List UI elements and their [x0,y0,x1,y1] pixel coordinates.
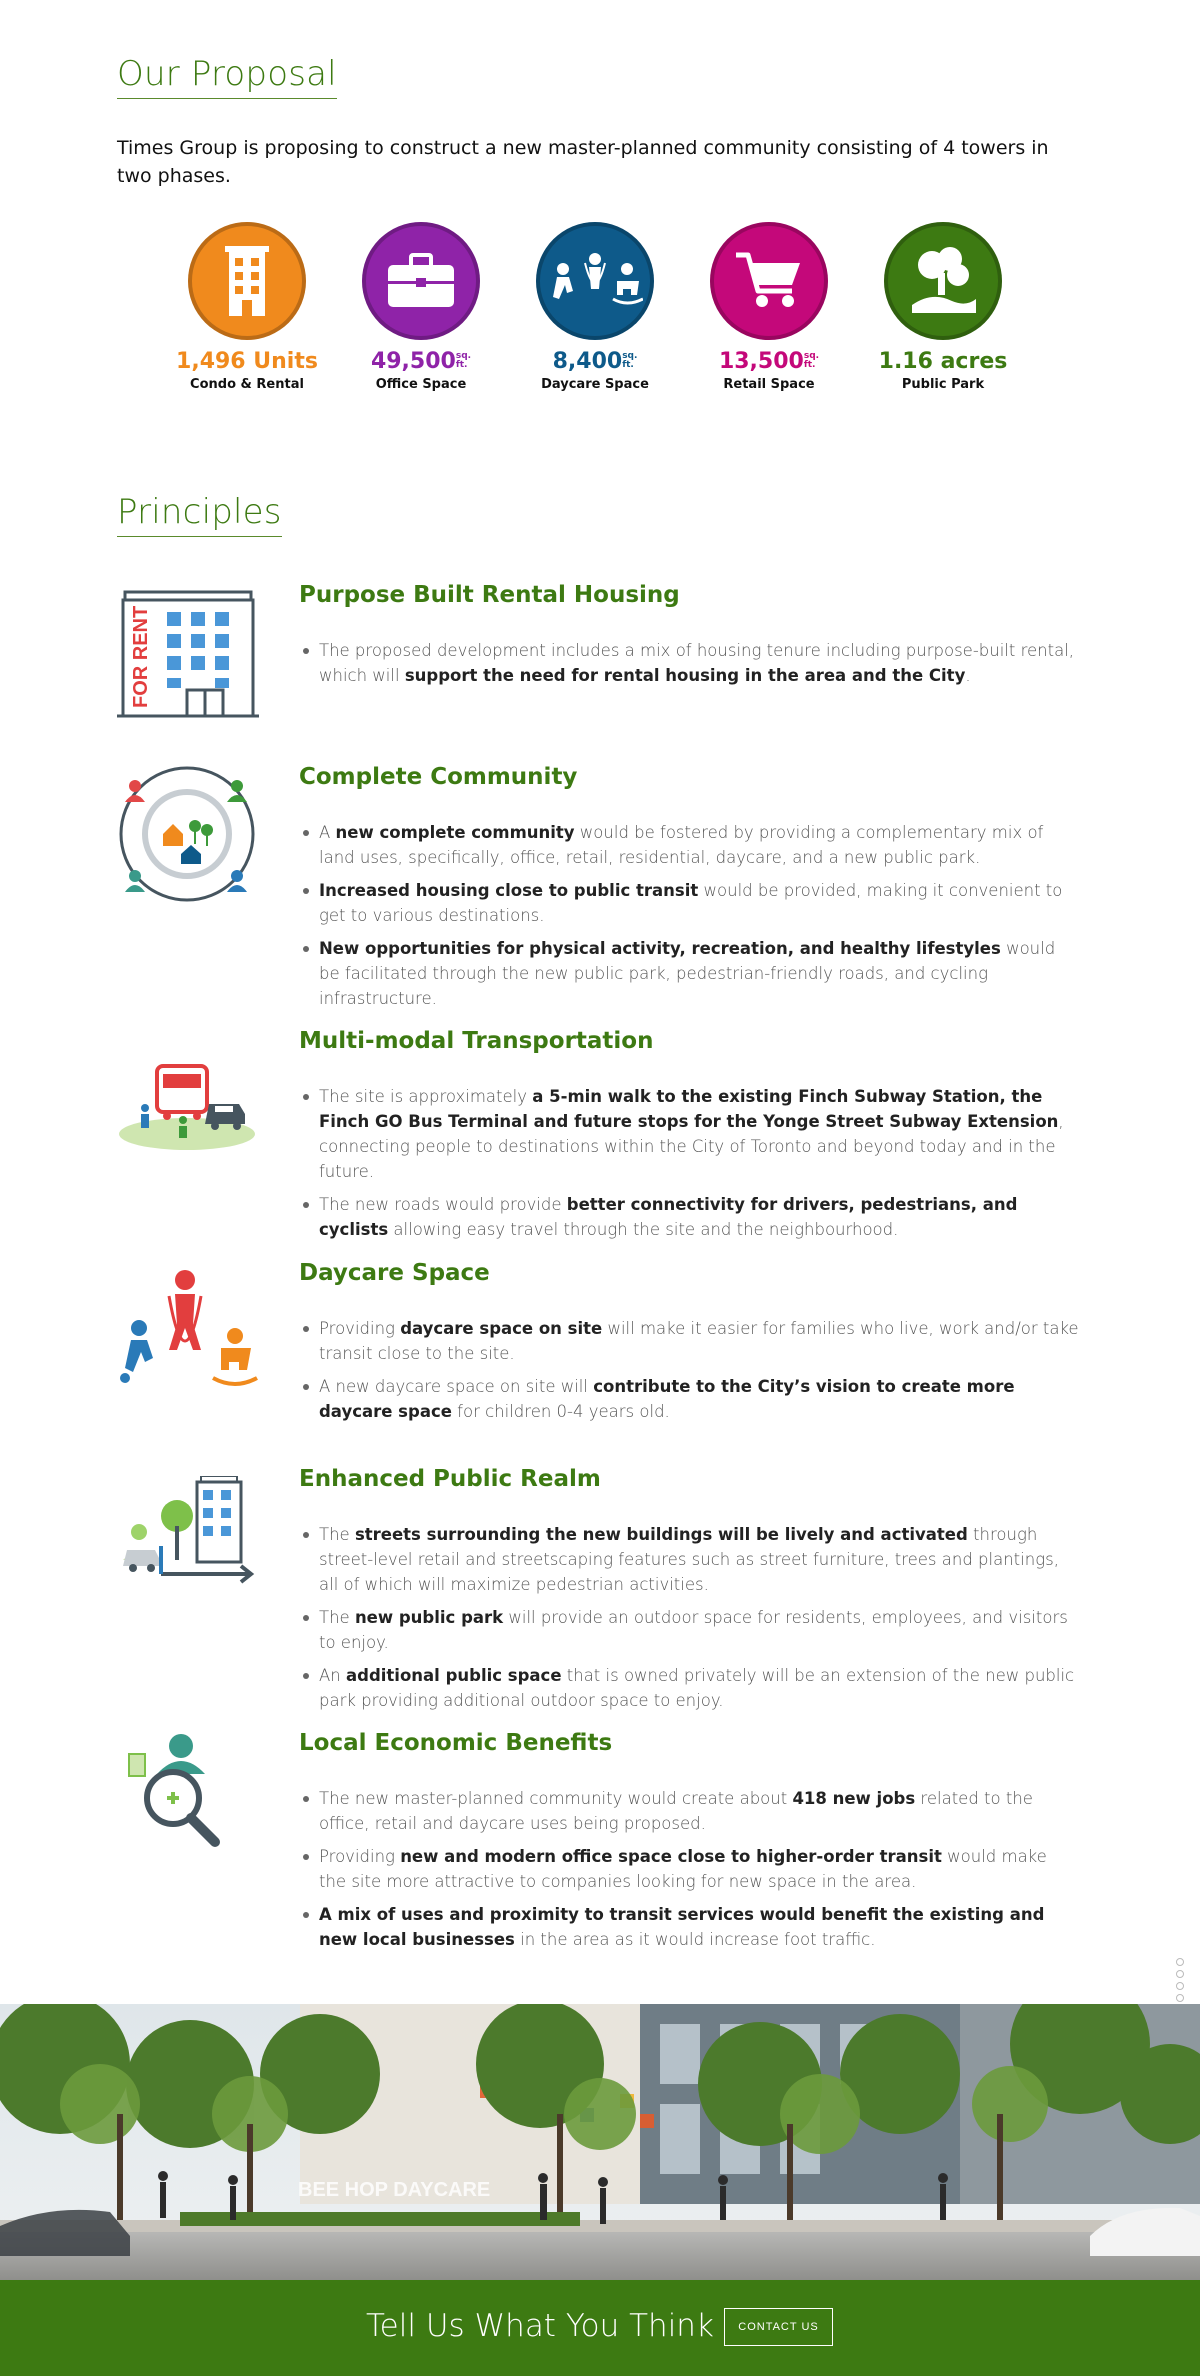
feedback-footer [0,2280,1200,2376]
principle-bullet: A mix of uses and proximity to transit services would benefit the existing and new local businesses in the area as it would increase foot traffic. [299,1902,1079,1952]
principle-bullet: Increased housing close to public transit would be provided, making it convenient to get to various destinations. [299,878,1079,928]
stat-unit: sq. ft. [803,351,820,370]
principle-bullet: A new daycare space on site will contribute to the City’s vision to create more daycare space for children 0-4 years old. [299,1374,1079,1424]
nav-dot[interactable] [1176,1958,1184,1966]
principle-bullets [299,638,1079,696]
children-playing-icon [536,222,654,340]
cta-heading: Tell Us What You Think [366,2308,714,2344]
principle-bullet: Providing new and modern office space close to higher-order transit would make the site more attractive to companies looking for new space in the area. [299,1844,1079,1894]
principle-bullet: The new master-planned community would create about 418 new jobs related to the office, retail and daycare uses being proposed. [299,1786,1079,1836]
daycare-children-icon [117,1266,259,1408]
principle-bullet: An additional public space that is owned privately will be an extension of the new public park providing additional outdoor space to enjoy. [299,1663,1079,1713]
nav-dot[interactable] [1176,1970,1184,1978]
stat-value: 1,496 Units [176,349,318,374]
principle-bullet: The new public park will provide an outdoor space for residents, employees, and visitors to enjoy. [299,1605,1079,1655]
principle-bullets [299,1522,1079,1721]
for-rent-building-icon [117,582,259,724]
stat-value: 8,400sq. ft. [552,349,638,374]
principle-bullet: The new roads would provide better connectivity for drivers, pedestrians, and cyclists allowing easy travel through the site and the neighbourhood. [299,1192,1079,1242]
principle-title: Enhanced Public Realm [299,1466,601,1492]
stat-unit: sq. ft. [622,351,638,370]
transit-modes-icon [117,1058,259,1200]
proposal-intro: Times Group is proposing to construct a new master-planned community consisting of 4 towers in two phases. [117,137,1049,187]
nav-dot[interactable] [1176,1994,1184,2002]
stat-label: Office Space [375,377,467,392]
stat-retail [682,222,856,392]
shopping-cart-icon [710,222,828,340]
for-rent-sign: FOR RENT [130,605,152,708]
nav-dot[interactable] [1176,1982,1184,1990]
principle-bullet: A new complete community would be fostered by providing a complementary mix of land uses, specifically, office, retail, residential, daycare, and a new public park. [299,820,1079,870]
streetscape-icon [117,1476,259,1618]
stat-office [334,222,508,392]
principle-bullets [299,820,1079,1019]
section-nav-dots [1176,1958,1186,2006]
principle-bullet: New opportunities for physical activity, recreation, and healthy lifestyles would be facilitated through the new public park, pedestrian-friendly roads, and cycling infrastructure. [299,936,1079,1011]
principle-bullet: Providing daycare space on site will make it easier for families who live, work and/or take transit close to the site. [299,1316,1079,1366]
stat-units [160,222,334,392]
jobs-search-icon [117,1730,259,1872]
stat-label: Retail Space [723,377,815,392]
principle-bullets [299,1316,1079,1432]
stat-value: 1.16 acres [878,349,1008,374]
tree-icon [884,222,1002,340]
building-icon [188,222,306,340]
stat-unit: sq. ft. [455,351,472,370]
principle-bullet: The proposed development includes a mix of housing tenure including purpose-built rental, which will support the need for rental housing in the area and the City. [299,638,1079,688]
principle-title: Purpose Built Rental Housing [299,582,680,608]
proposal-stats [160,222,1040,402]
principle-bullet: The site is approximately a 5-min walk to the existing Finch Subway Station, the Finch GO Bus Terminal and future stops for the Yonge Street Subway Extension, connecting people to destinations within the City of Toronto and beyond today and in the future. [299,1084,1079,1184]
proposal-title: Our Proposal [117,54,337,99]
principle-title: Local Economic Benefits [299,1730,613,1756]
stat-value: 49,500sq. ft. [370,349,472,374]
principle-bullet: The streets surrounding the new buildings will be lively and activated through street-level retail and streetscaping features such as street furniture, trees and plantings, all of which will maximize pedestrian activities. [299,1522,1079,1597]
principle-bullets [299,1084,1079,1250]
stat-daycare [508,222,682,392]
stat-label: Daycare Space [541,377,649,392]
principle-title: Multi-modal Transportation [299,1028,654,1054]
principle-bullets [299,1786,1079,1960]
architectural-rendering [0,2004,1200,2280]
stat-label: Public Park [901,377,985,392]
stat-label: Condo & Rental [190,377,304,392]
contact-us-button[interactable]: CONTACT US [724,2308,833,2346]
daycare-sign: BEE HOP DAYCARE [298,2179,491,2201]
principles-title: Principles [117,492,282,537]
stat-park [856,222,1030,392]
briefcase-icon [362,222,480,340]
principle-title: Daycare Space [299,1260,490,1286]
community-circle-icon [117,764,259,906]
stat-value: 13,500sq. ft. [718,349,820,374]
principle-title: Complete Community [299,764,578,790]
